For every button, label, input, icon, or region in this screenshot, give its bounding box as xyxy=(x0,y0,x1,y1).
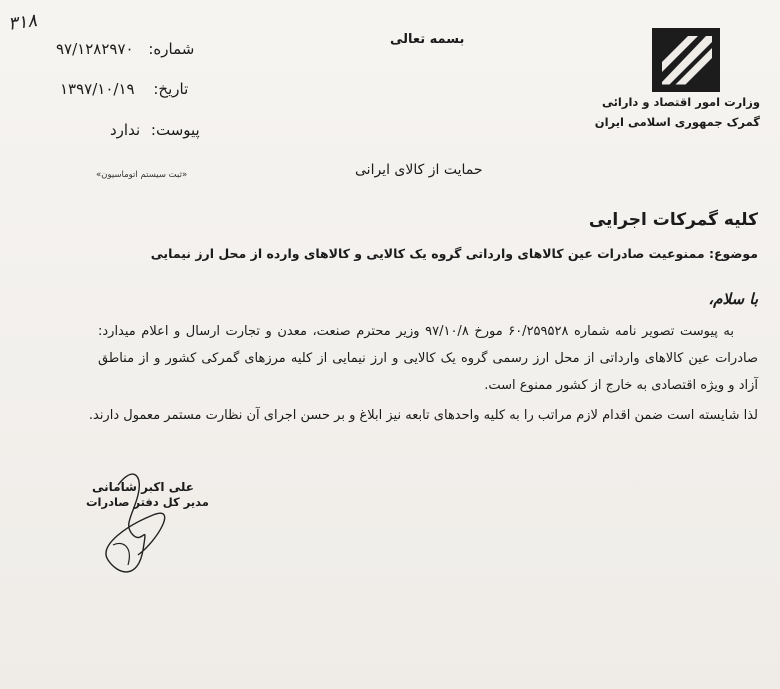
date-value: ۱۳۹۷/۱۰/۱۹ xyxy=(60,80,135,98)
letter-body xyxy=(98,318,758,399)
bismillah-heading: بسمه تعالی xyxy=(390,32,465,47)
handwritten-signature-icon xyxy=(88,455,198,580)
signatory-title: مدیر کل دفتر صادرات xyxy=(86,495,209,509)
closing-paragraph: لذا شایسته است ضمن اقدام لازم مراتب را به کلیه واحدهای تابعه نیز ابلاغ و بر حسن اجرای آن نظارت مستمر معمول دارند. xyxy=(88,408,758,423)
body-paragraph: به پیوست تصویر نامه شماره ۶۰/۲۵۹۵۲۸ مورخ ۹۷/۱۰/۸ وزیر محترم صنعت، معدن و تجارت ارسال و اعلام میدارد: صادرات عین کالاهای وارداتی از محل ارز رسمی گروه یک کالایی و ارز نیمایی از کلیه مرزهای گمرکی کشور و از مناطق آزاد و ویژه اقتصادی به خارج از کشور ممنوع است. xyxy=(98,324,758,393)
ministry-name: وزارت امور اقتصاد و دارائی xyxy=(601,95,760,109)
handwritten-number: ۳۱۸ xyxy=(6,10,39,35)
greeting: با سلام، xyxy=(708,290,758,308)
attachment-row xyxy=(110,121,200,139)
addressee: کلیه گمرکات اجرایی xyxy=(588,210,758,230)
organization-block xyxy=(595,92,760,132)
number-row xyxy=(56,40,194,58)
attachment-label: پیوست: xyxy=(150,121,200,139)
number-label: شماره: xyxy=(148,40,195,58)
attachment-value: ندارد xyxy=(110,121,141,139)
signatory-name: علی اکبر شامانی xyxy=(92,480,194,494)
subject-line: موضوع: ممنوعیت صادرات عین کالاهای وارداتی گروه یک کالایی و کالاهای وارده از محل ارز نیمایی xyxy=(150,246,758,261)
automation-system-note: «ثبت سیستم اتوماسیون» xyxy=(96,170,188,180)
date-label: تاریخ: xyxy=(153,80,189,98)
date-row xyxy=(60,80,188,98)
customs-name: گمرک جمهوری اسلامی ایران xyxy=(594,115,760,129)
slogan: حمایت از کالای ایرانی xyxy=(355,162,483,178)
number-value: ۹۷/۱۲۸۲۹۷۰ xyxy=(56,40,134,58)
customs-logo-icon xyxy=(652,28,720,92)
